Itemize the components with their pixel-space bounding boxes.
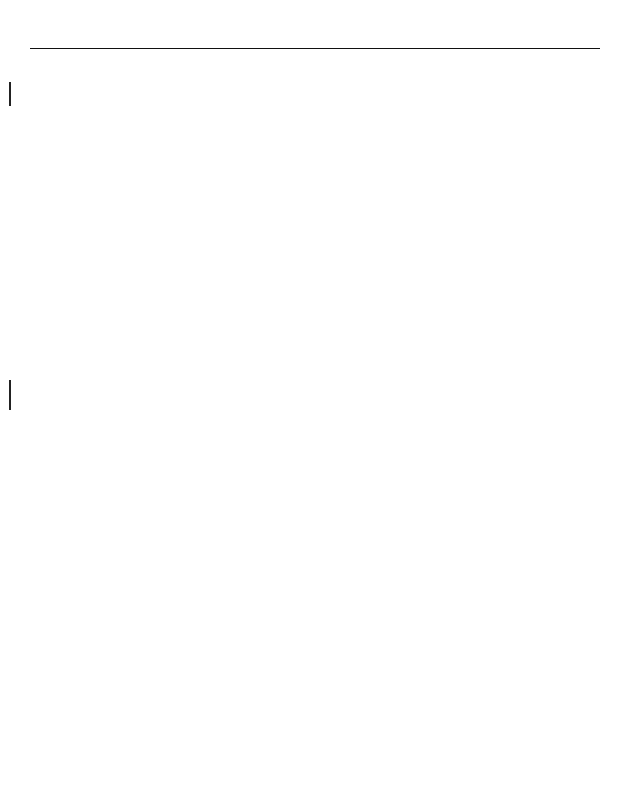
revision-bar [9,82,11,106]
running-header [30,30,598,46]
revision-bar [9,380,11,410]
header-rule [30,48,600,49]
